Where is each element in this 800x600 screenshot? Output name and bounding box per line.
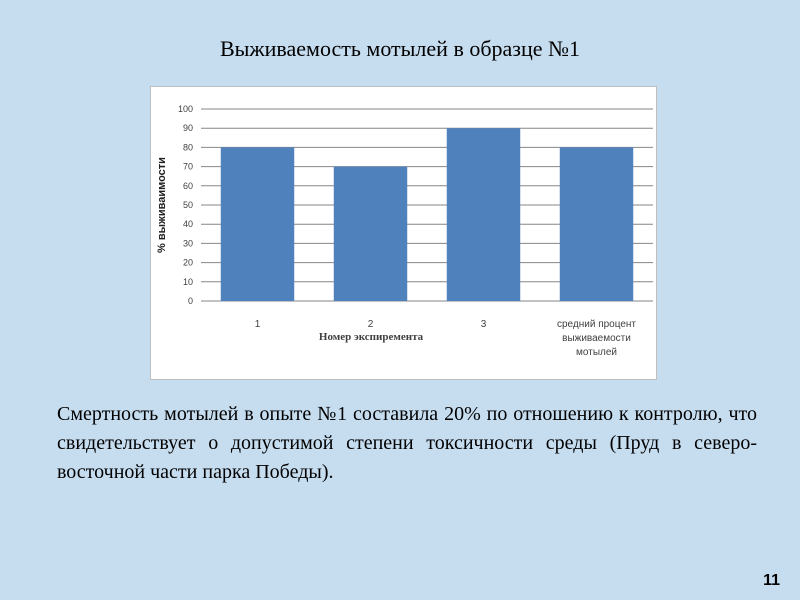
y-tick-label: 40 bbox=[182, 219, 193, 230]
y-tick-label: 70 bbox=[182, 161, 193, 172]
chart bbox=[150, 86, 657, 380]
slide-title: Выживаемость мотылей в образце №1 bbox=[219, 36, 581, 61]
bar bbox=[447, 128, 520, 301]
y-tick-label: 50 bbox=[182, 200, 193, 210]
x-axis-label: Номер экспиремента bbox=[318, 331, 424, 343]
x-category-label: средний процент bbox=[556, 319, 637, 330]
body-text: Смертность мотылей в опыте №1 составила 20% по отношению к контролю, что свидетельствует о допустимой степени токсичности среды (Пруд в северо-восточной части парка Победы). bbox=[57, 403, 757, 483]
bar bbox=[334, 167, 407, 301]
x-category-label: выживаемости bbox=[562, 333, 631, 344]
chart-svg bbox=[151, 87, 656, 379]
x-category-label: 3 bbox=[480, 319, 487, 330]
bar bbox=[221, 147, 294, 301]
x-category-label: 1 bbox=[254, 319, 261, 330]
y-axis-label: % выживаимости bbox=[156, 157, 168, 253]
y-tick-label: 90 bbox=[182, 123, 193, 134]
x-category-label: 2 bbox=[367, 319, 374, 330]
y-tick-label: 60 bbox=[182, 180, 193, 191]
y-tick-label: 10 bbox=[182, 276, 193, 287]
y-tick-label: 100 bbox=[177, 104, 193, 114]
y-tick-label: 20 bbox=[182, 257, 193, 268]
y-tick-label: 0 bbox=[187, 296, 193, 306]
x-category-label: мотылей bbox=[576, 347, 617, 358]
y-tick-label: 80 bbox=[182, 142, 193, 153]
bar bbox=[560, 147, 633, 301]
y-tick-label: 30 bbox=[182, 238, 193, 249]
page-number: 11 bbox=[763, 572, 780, 589]
